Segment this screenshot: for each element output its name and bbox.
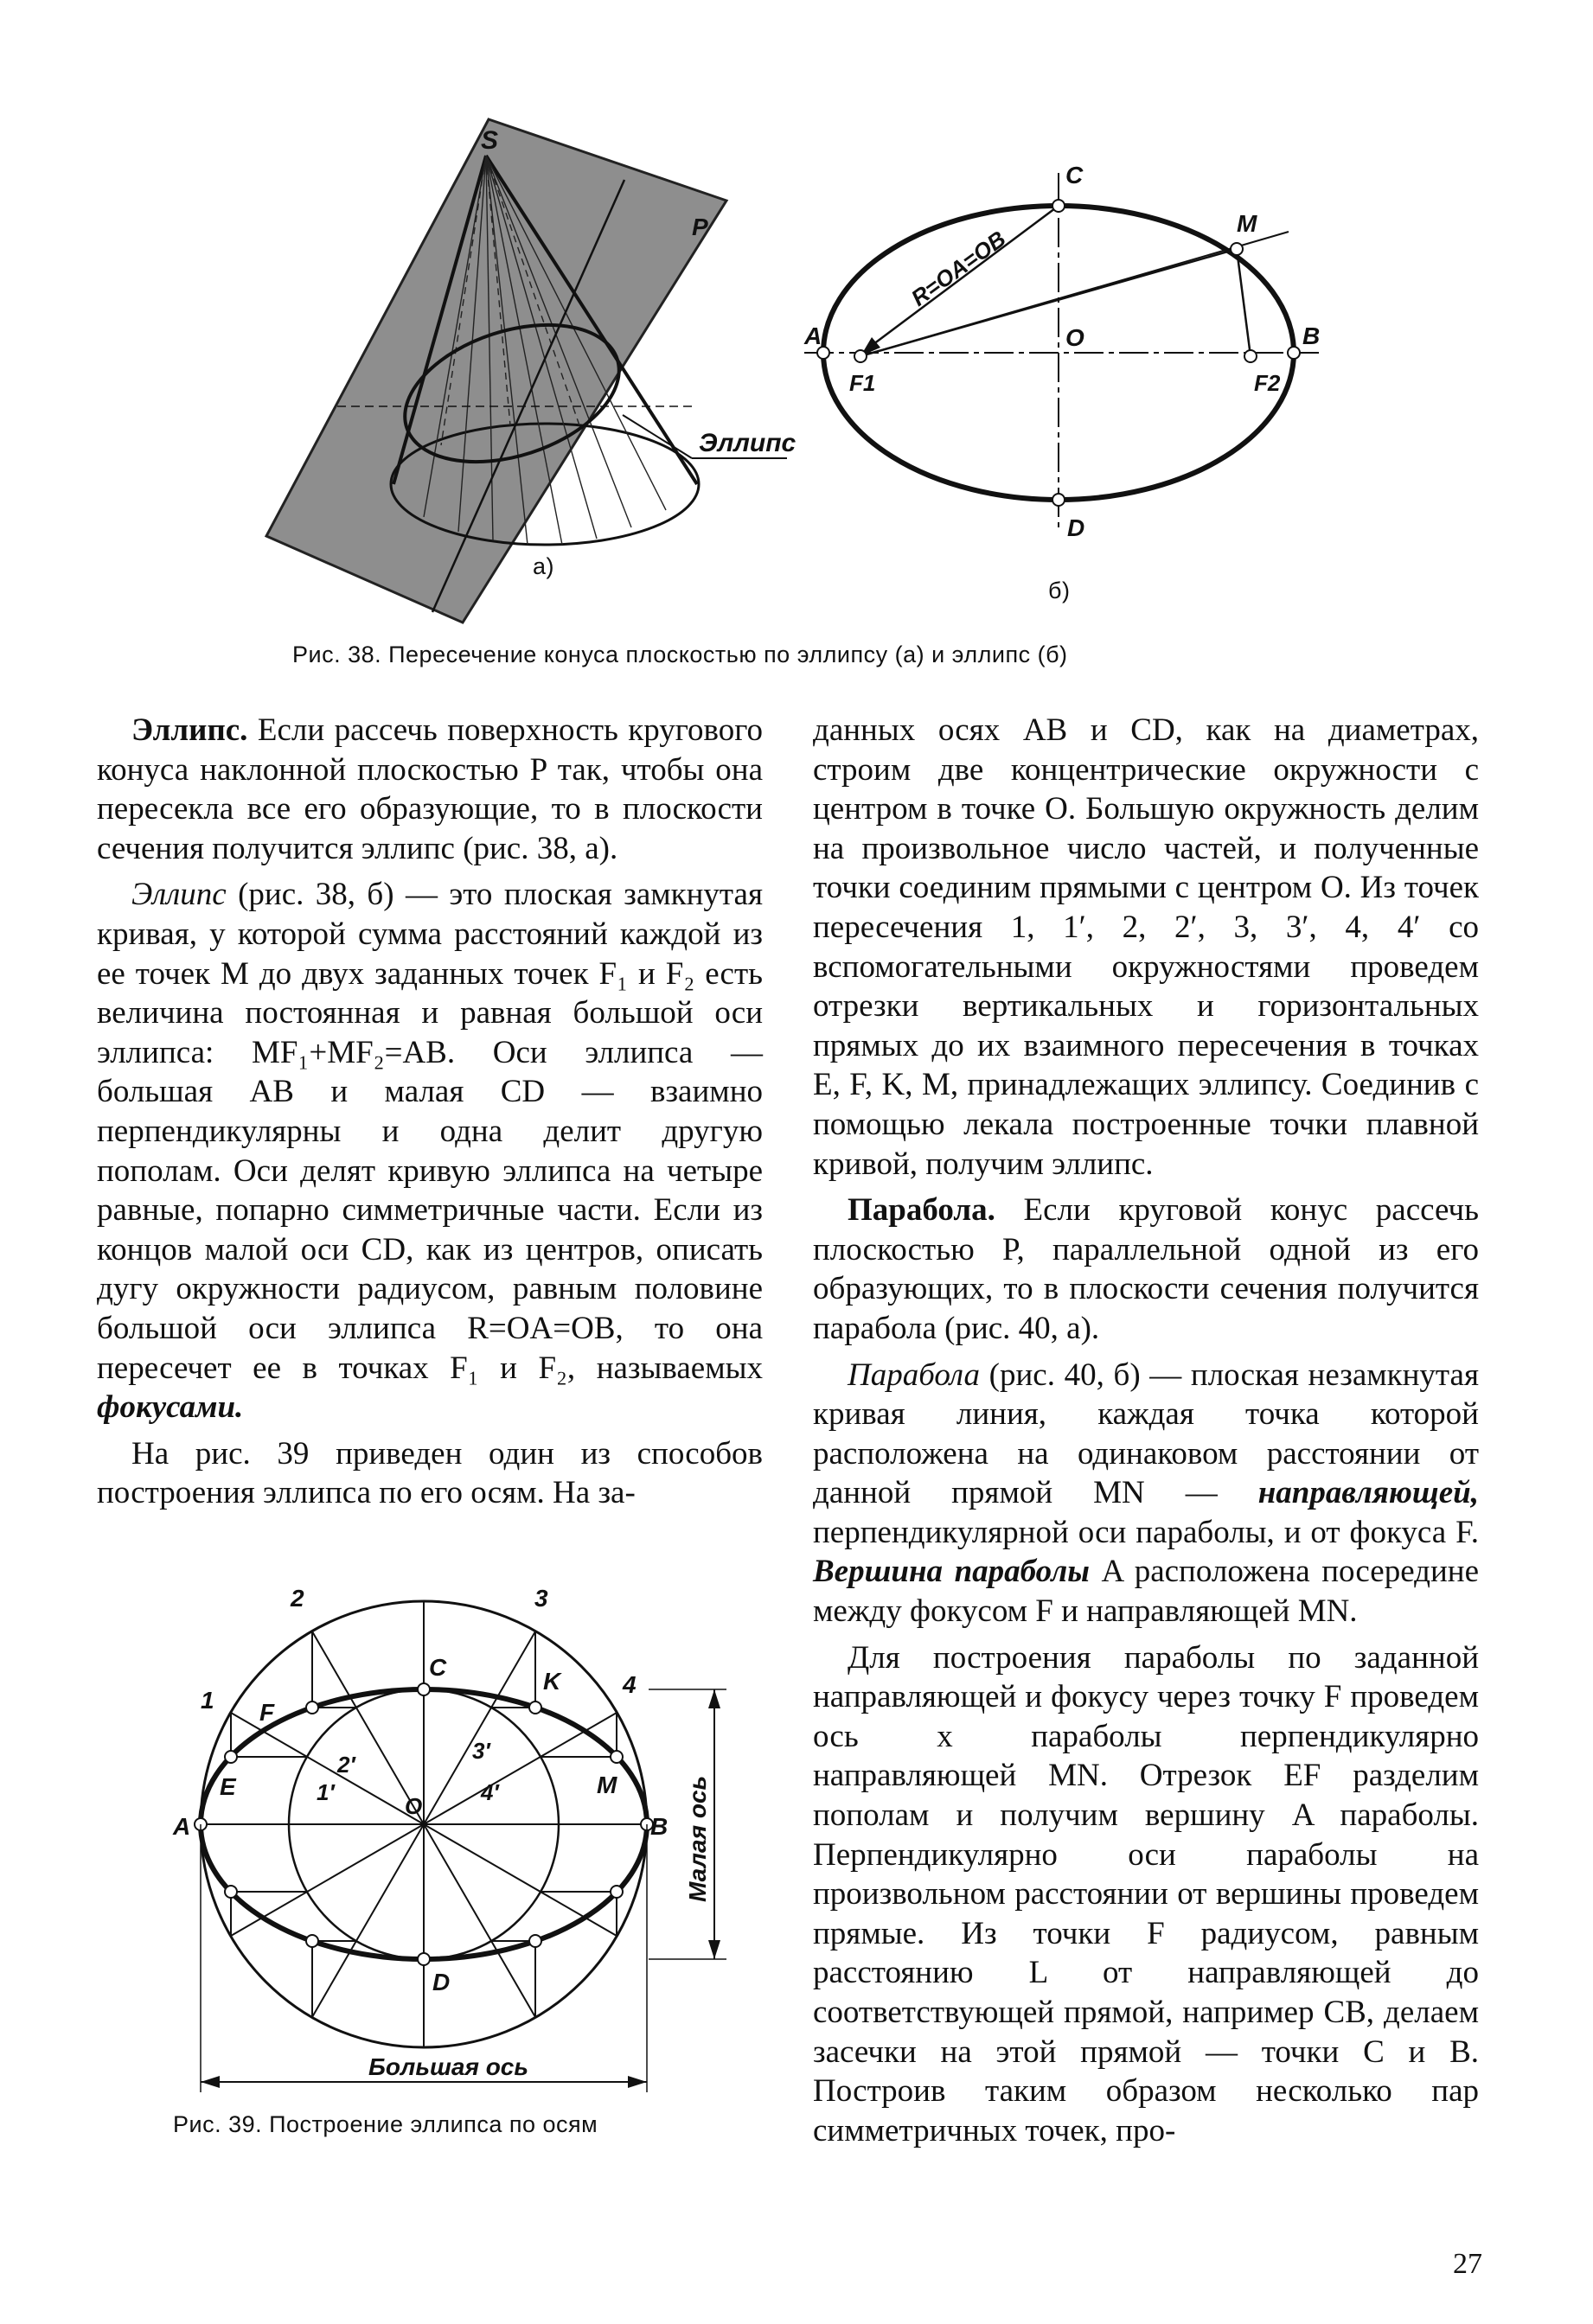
point-c-label: C xyxy=(1065,162,1084,188)
plane-label: P xyxy=(692,214,708,240)
page-number: 27 xyxy=(1453,2248,1482,2280)
figure-38a-cone-section xyxy=(285,104,822,622)
figure-38-caption: Рис. 38. Пересечение конуса плоскостью по эллипсу (а) и эллипс (б) xyxy=(292,642,1068,667)
point-b-label: B xyxy=(1302,322,1321,349)
focus-f2-label: F2 xyxy=(1254,370,1281,396)
point-d-label: D xyxy=(1067,514,1085,541)
point-e-label: E xyxy=(220,1773,236,1800)
point-2s-label: 2′ xyxy=(337,1752,355,1778)
left-column xyxy=(97,711,763,1520)
paragraph-parabola-intro: Парабола. Если круговой конус рассечь плоскостью P, параллельной одной из его образующих, то в плоскости сечения получится парабола (рис. 40, а). xyxy=(813,1192,1479,1346)
point-b-label: B xyxy=(650,1813,669,1840)
focus-f1-label: F1 xyxy=(849,370,876,396)
point-m-label: M xyxy=(597,1772,617,1798)
paragraph-construction: данных осях AB и CD, как на диаметрах, строим две концентрические окружности с центром в точке O. Большую окружность делим на произвольное число частей, и полученные точки соединим прямыми с центром O. Из точек пересечения 1, 1′, 2, 2′, 3, 3′, 4, 4′ со вспомогательными окружностями проведем отрезки вертикальных и горизонтальных прямых до их взаимного пересечения в точках E, F, K, M, принадлежащих эллипсу. Соединив с помощью лекала построенные точки плавной кривой, получим эллипс. xyxy=(813,712,1479,1182)
point-1-label: 1 xyxy=(201,1687,214,1714)
point-2-label: 2 xyxy=(291,1585,304,1612)
apex-label: S xyxy=(481,126,499,155)
point-a-label: A xyxy=(804,322,822,349)
right-column xyxy=(813,711,1479,2157)
paragraph-fig39-ref: На рис. 39 приведен один из способов построения эллипса по его осям. На за- xyxy=(97,1435,763,1511)
point-m-label: M xyxy=(1237,210,1257,237)
paragraph-ellipse-definition: Эллипс (рис. 38, б) — это плоская замкнутая кривая, у которой сумма расстояний каждой из ее точек M до двух заданных точек F₁ и F₂ есть величина постоянная и равная большой оси эллипса: MF₁+MF₂=AB. Оси эллипса — большая AB и малая CD — взаимно перпендикулярны и одна делит другую пополам. Оси делят кривую эллипса на четыре равные, попарно симметричные части. Если из концов малой оси CD, как из центров, описать дугу окружности радиусом, равным половине большой оси эллипса R=OA=OB, то она пересечет ее в точках F₁ и F₂, называемых фокусами. xyxy=(97,877,763,1426)
ellipse-label: Эллипс xyxy=(699,429,796,457)
point-c-label: C xyxy=(429,1654,447,1681)
point-a-label: A xyxy=(173,1813,191,1840)
major-axis-label: Большая ось xyxy=(368,2053,529,2080)
point-4-label: 4 xyxy=(623,1671,637,1698)
figure-39-caption: Рис. 39. Построение эллипса по осям xyxy=(173,2111,598,2137)
plane-p xyxy=(266,119,726,622)
point-f-label: F xyxy=(259,1699,275,1726)
paragraph-parabola-definition: Парабола (рис. 40, б) — плоская незамкнутая кривая линия, каждая точка которой расположена на одинаковом расстоянии от данной прямой MN — направляющей, перпендикулярной оси параболы, и от фокуса F. Вершина параболы A расположена посередине между фокусом F и направляющей MN. xyxy=(813,1357,1479,1630)
minor-axis-label: Малая ось xyxy=(684,1775,711,1902)
figure-38b-label: б) xyxy=(1048,578,1071,603)
point-k-label: K xyxy=(543,1668,561,1695)
point-3-label: 3 xyxy=(534,1585,548,1612)
point-1s-label: 1′ xyxy=(317,1779,335,1805)
paragraph-parabola-construction: Для построения параболы по заданной направляющей и фокусу через точку F проведем ось x параболы перпендикулярно направляющей MN. Отрезок EF разделим пополам и получим вершину A параболы. Перпендикулярно оси параболы на произвольном расстоянии от вершины проведем прямые. Из точки F радиусом, равным расстоянию L от направляющей до соответствующей прямой, например CB, делаем засечки на этой прямой — точки C и B. Построив таким образом несколько пар симметричных точек, про- xyxy=(813,1639,1479,2148)
point-d-label: D xyxy=(432,1969,451,1995)
figure-38b-ellipse-foci xyxy=(778,156,1349,553)
figure-38a-label: а) xyxy=(533,553,555,579)
radius-label: R=OA=OB xyxy=(905,225,1011,311)
point-4s-label: 4′ xyxy=(481,1779,499,1805)
point-3s-label: 3′ xyxy=(472,1738,490,1764)
point-o-label: O xyxy=(405,1793,423,1819)
figure-39-ellipse-construction xyxy=(164,1574,770,2127)
point-o-label: O xyxy=(1065,324,1084,351)
paragraph-ellipse-intro: Эллипс. Если рассечь поверхность кругового конуса наклонной плоскостью P так, чтобы она пересекла все его образующие, то в плоскости сечения получится эллипс (рис. 38, а). xyxy=(97,712,763,866)
